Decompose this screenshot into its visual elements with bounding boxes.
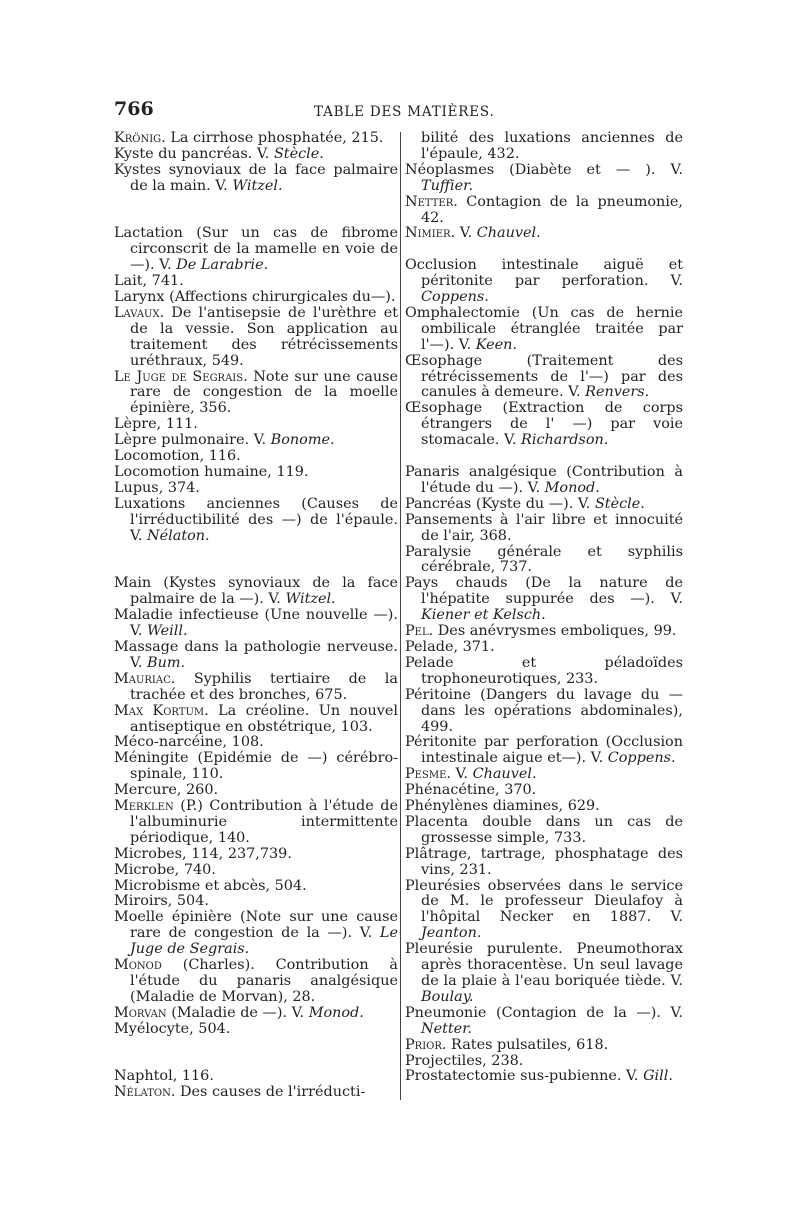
index-entry: [405, 131, 683, 163]
author-name: Monod: [114, 957, 162, 974]
author-name: Pesme: [405, 766, 447, 783]
entry-text: bilité des luxations anciennes de l'épaule, 432.: [421, 130, 683, 162]
cross-reference: Witzel.: [232, 177, 283, 194]
entry-text: Panaris analgésique (Contribution à l'étude du —). V.: [405, 464, 683, 496]
cross-reference: Richardson.: [521, 432, 609, 449]
entry-text: . Note sur une cause rare de congestion de la moelle épinière, 356.: [130, 368, 398, 417]
index-entry: [114, 783, 398, 799]
index-entry: [114, 1085, 398, 1101]
cross-reference: Monod.: [544, 479, 600, 496]
index-entry: [405, 688, 683, 736]
index-entry: [114, 640, 398, 672]
entry-gap: [114, 545, 398, 577]
entry-text: Omphalectomie (Un cas de hernie ombilicale étranglée traitée par l'—). V.: [405, 304, 683, 353]
index-entry: [114, 131, 398, 147]
author-name: Morvan: [114, 1004, 167, 1021]
author-name: Lavaux: [114, 304, 160, 321]
entry-text: Microbisme et abcès, 504.: [114, 877, 307, 894]
index-entry: [114, 735, 398, 751]
index-entry: [405, 847, 683, 879]
page-number: 766: [114, 98, 154, 120]
index-entry: [405, 767, 683, 783]
entry-text: Lactation (Sur un cas de fibrome circonscrit de la mamelle en voie de —). V.: [114, 225, 398, 274]
index-entry: [114, 910, 398, 958]
index-entry: [405, 163, 683, 195]
index-entry: [405, 624, 683, 640]
cross-reference: Le Juge de Segrais.: [130, 925, 398, 958]
cross-reference: Nélaton.: [147, 527, 210, 544]
entry-text: Prostatectomie sus-pubienne. V.: [405, 1068, 644, 1085]
index-entry: [114, 751, 398, 783]
index-entry: [114, 863, 398, 879]
entry-text: . De l'antisepsie de l'urèthre et de la vessie. Son application au traitement des rétrécissements uréthraux, 549.: [130, 304, 398, 369]
index-entry: [405, 195, 683, 227]
entry-text: Naphtol, 116.: [114, 1068, 214, 1085]
entry-gap: [405, 449, 683, 465]
entry-text: Projectiles, 238.: [405, 1052, 524, 1069]
author-name: Max Kortum: [114, 702, 205, 719]
cross-reference: Kiener et Kelsch.: [421, 607, 546, 624]
column-divider: [400, 132, 401, 1100]
index-entry: [114, 497, 398, 545]
index-entry: [114, 163, 398, 195]
index-entry: [114, 465, 398, 481]
author-name: Nimier: [405, 225, 451, 242]
index-entry: [114, 672, 398, 704]
index-entry: [114, 879, 398, 895]
entry-text: Méningite (Epidémie de —) cérébro-spinale, 110.: [114, 750, 398, 783]
cross-reference: Renvers.: [585, 384, 650, 401]
entry-text: Microbe, 740.: [114, 861, 216, 878]
entry-text: . Rates pulsatiles, 618.: [441, 1036, 609, 1053]
index-entry: [114, 370, 398, 418]
cross-reference: Witzel.: [285, 591, 336, 608]
cross-reference: Bum.: [147, 654, 186, 671]
entry-text: (Maladie de —). V.: [166, 1004, 309, 1021]
index-entry: [114, 608, 398, 640]
entry-text: Locomotion, 116.: [114, 448, 241, 465]
index-entry: [114, 226, 398, 274]
entry-text: Luxations anciennes (Causes de l'irréductibilité des —) de l'épaule. V.: [114, 495, 398, 544]
entry-text: Mercure, 260.: [114, 782, 219, 799]
index-entry: [114, 417, 398, 433]
index-entry: [114, 799, 398, 847]
index-entry: [114, 704, 398, 736]
cross-reference: Bonome.: [270, 432, 335, 449]
cross-reference: Coppens.: [421, 289, 489, 306]
author-name: Netter: [405, 193, 454, 210]
index-entry: [405, 576, 683, 624]
entry-text: Miroirs, 504.: [114, 893, 209, 910]
index-entry: [405, 465, 683, 497]
entry-text: Larynx (Affections chirurgicales du—).: [114, 289, 396, 306]
entry-text: Pays chauds (De la nature de l'hépatite suppurée des —). V.: [405, 575, 683, 608]
entry-text: . Des anévrysmes emboliques, 99.: [428, 623, 677, 640]
index-entry: [114, 306, 398, 370]
cross-reference: Chauvel.: [472, 766, 537, 783]
index-entry: [114, 481, 398, 497]
entry-text: Pleurésie purulente. Pneumothorax après thoracentèse. Un seul lavage de la plaie à l'eau boriquée tiède. V.: [405, 941, 683, 989]
entry-text: . V.: [446, 766, 473, 783]
index-entry: [405, 1054, 683, 1070]
cross-reference: Weill.: [147, 623, 188, 640]
entry-gap: [114, 195, 398, 227]
entry-text: Lait, 741.: [114, 273, 184, 290]
index-entry: [114, 847, 398, 863]
index-entry: [405, 942, 683, 1006]
author-name: Prior: [405, 1036, 442, 1053]
entry-text: . Des causes de l'irréducti-: [170, 1084, 366, 1101]
entry-text: Pelade et péladoïdes trophoneurotiques, 233.: [405, 654, 683, 687]
author-name: Nélaton: [114, 1084, 171, 1101]
index-entry: [405, 640, 683, 656]
entry-text: . La créoline. Un nouvel antiseptique en obstétrique, 103.: [130, 702, 398, 735]
index-entry: [114, 958, 398, 1006]
entry-text: . La cirrhose phosphatée, 215.: [161, 130, 384, 146]
running-title: TABLE DES MATIÈRES.: [314, 104, 495, 120]
entry-text: Paralysie générale et syphilis cérébrale, 737.: [405, 543, 683, 576]
index-entry: [405, 306, 683, 354]
author-name: Krönig: [114, 130, 162, 146]
entry-text: Pelade, 371.: [405, 638, 495, 655]
entry-text: Massage dans la pathologie nerveuse. V.: [114, 638, 398, 671]
index-entry: [405, 1038, 683, 1054]
cross-reference: Netter.: [421, 1020, 473, 1037]
author-name: Merklen: [114, 798, 174, 815]
cross-reference: Coppens.: [607, 750, 676, 767]
index-entry: [405, 783, 683, 799]
cross-reference: Boulay.: [421, 988, 474, 1005]
index-entry: [114, 576, 398, 608]
entry-text: Plâtrage, tartrage, phosphatage des vins, 231.: [405, 845, 683, 878]
entry-text: Lèpre pulmonaire. V.: [114, 432, 271, 449]
entry-gap: [114, 1038, 398, 1070]
cross-reference: Keen.: [475, 336, 517, 353]
cross-reference: Stècle.: [594, 495, 645, 512]
entry-text: Kyste du pancréas. V.: [114, 145, 274, 162]
entry-text: Main (Kystes synoviaux de la face palmaire de la —). V.: [114, 575, 398, 608]
author-name: Le Juge de Segrais: [114, 368, 244, 385]
entry-text: Péritonite par perforation (Occlusion intestinale aigue et—). V.: [405, 734, 683, 767]
cross-reference: Tuffier.: [421, 177, 474, 194]
entry-text: (Charles). Contribution à l'étude du panaris analgésique (Maladie de Morvan), 28.: [130, 957, 398, 1005]
index-column-left: [114, 131, 398, 1101]
entry-text: (P.) Contribution à l'étude de l'albuminurie intermittente périodique, 140.: [130, 798, 398, 846]
entry-text: Lupus, 374.: [114, 479, 200, 496]
entry-gap: [405, 242, 683, 258]
cross-reference: Jeanton.: [421, 925, 482, 942]
index-entry: [405, 497, 683, 513]
index-entry: [405, 545, 683, 577]
index-entry: [405, 1006, 683, 1038]
entry-text: Œsophage (Extraction de corps étrangers de l' —) par voie stomacale. V.: [405, 400, 683, 449]
entry-text: Phénylènes diamines, 629.: [405, 798, 600, 815]
entry-text: Maladie infectieuse (Une nouvelle —). V.: [114, 607, 398, 640]
entry-text: Pneumonie (Contagion de la —). V.: [405, 1004, 683, 1021]
entry-text: Pancréas (Kyste du —). V.: [405, 495, 595, 512]
entry-text: . Contagion de la pneumonie, 42.: [421, 193, 683, 226]
index-entry: [114, 894, 398, 910]
cross-reference: Monod.: [308, 1004, 364, 1021]
entry-text: Péritoine (Dangers du lavage du — dans les opérations abdominales), 499.: [405, 686, 683, 735]
index-entry: [405, 401, 683, 449]
index-entry: [405, 879, 683, 943]
index-entry: [405, 354, 683, 402]
index-entry: [405, 815, 683, 847]
index-entry: [114, 449, 398, 465]
index-entry: [405, 513, 683, 545]
index-entry: [114, 274, 398, 290]
index-entry: [405, 258, 683, 306]
author-name: Mauriac: [114, 670, 171, 687]
index-entry: [114, 290, 398, 306]
entry-text: Pansements à l'air libre et innocuité de l'air, 368.: [405, 511, 683, 544]
cross-reference: Gill.: [643, 1068, 673, 1085]
entry-text: Occlusion intestinale aiguë et péritonite par perforation. V.: [405, 257, 683, 290]
index-entry: [114, 1069, 398, 1085]
cross-reference: Chauvel.: [476, 225, 541, 242]
entry-text: Lèpre, 111.: [114, 416, 198, 433]
index-entry: [405, 656, 683, 688]
entry-text: . V.: [450, 225, 477, 242]
index-entry: [114, 147, 398, 163]
page-header: [114, 98, 684, 124]
entry-text: Méco-narcéine, 108.: [114, 734, 264, 751]
entry-text: Microbes, 114, 237,739.: [114, 845, 292, 862]
entry-text: Myélocyte, 504.: [114, 1020, 231, 1037]
author-name: Pel: [405, 623, 429, 640]
entry-text: Kystes synoviaux de la face palmaire de la main. V.: [114, 161, 398, 194]
entry-text: Phénacétine, 370.: [405, 782, 537, 799]
cross-reference: De Larabrie.: [176, 257, 269, 274]
entry-text: Œsophage (Traitement des rétrécissements de l'—) par des canules à demeure. V.: [405, 352, 683, 401]
index-entry: [405, 735, 683, 767]
entry-text: Placenta double dans un cas de grossesse simple, 733.: [405, 813, 683, 846]
entry-text: . Syphilis tertiaire de la trachée et des bronches, 675.: [130, 670, 398, 703]
index-entry: [114, 433, 398, 449]
index-entry: [405, 1069, 683, 1085]
entry-text: Locomotion humaine, 119.: [114, 464, 309, 481]
index-entry: [405, 799, 683, 815]
entry-text: Néoplasmes (Diabète et — ). V.: [405, 161, 683, 178]
entry-text: Moelle épinière (Note sur une cause rare de congestion de la —). V.: [114, 909, 398, 942]
index-entry: [114, 1006, 398, 1022]
index-entry: [405, 226, 683, 242]
index-column-right: [405, 131, 683, 1085]
cross-reference: Stècle.: [273, 145, 324, 162]
entry-text: Pleurésies observées dans le service de M. le professeur Dieulafoy à l'hôpital Necker en 1887. V.: [405, 877, 683, 926]
index-entry: [114, 1022, 398, 1038]
